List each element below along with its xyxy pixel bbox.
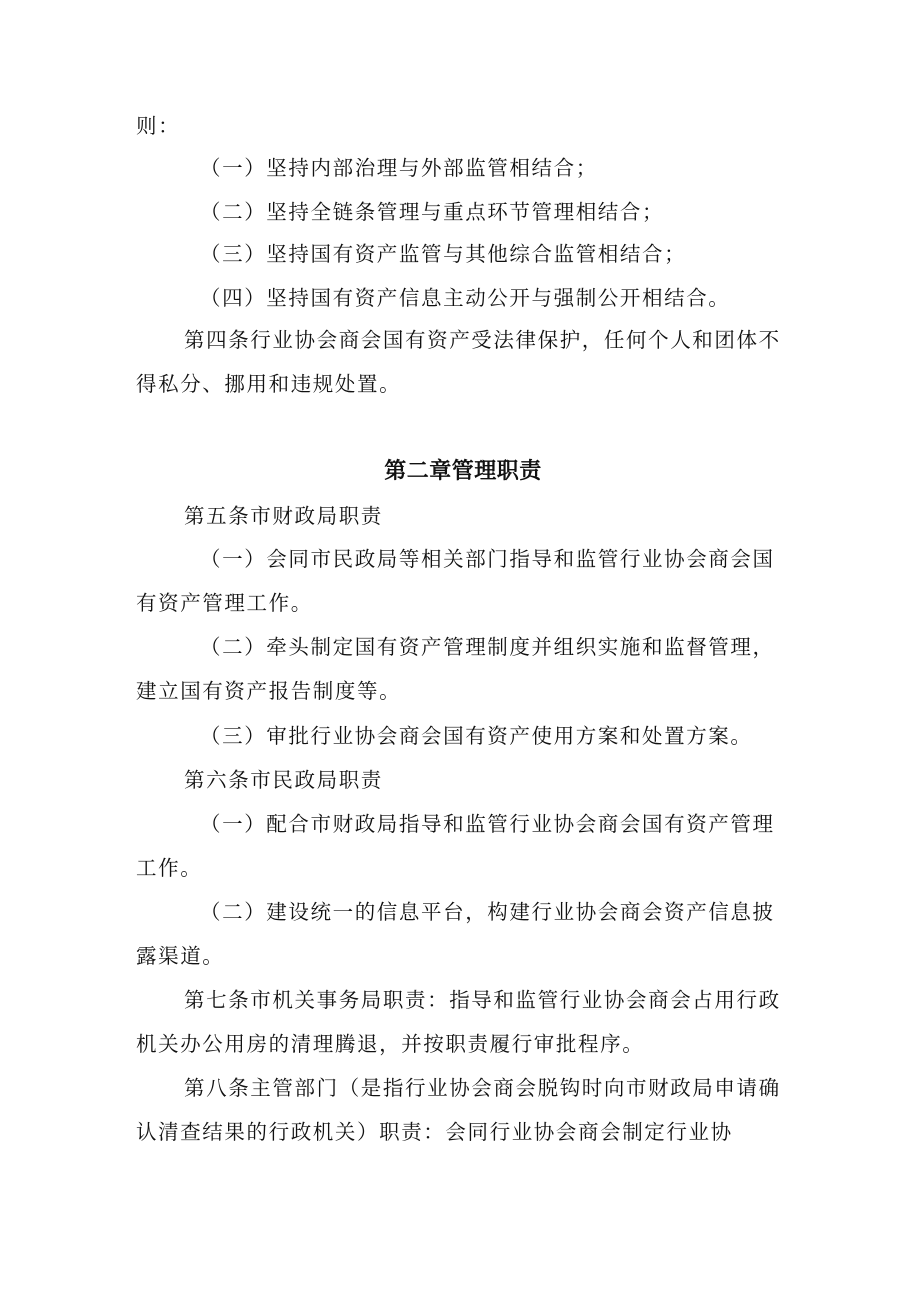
paragraph-principles-tail: 则： <box>136 114 181 138</box>
paragraph-principle-1: （一）坚持内部治理与外部监管相结合； <box>200 156 598 180</box>
paragraph-article-7: 第七条市机关事务局职责：指导和监管行业协会商会占用行政机关办公用房的清理腾退，并按职责履行审批程序。 <box>136 988 781 1056</box>
paragraph-principle-4: （四）坚持国有资产信息主动公开与强制公开相结合。 <box>200 286 731 310</box>
paragraph-article-6: 第六条市民政局职责 <box>184 768 383 792</box>
paragraph-article-5: 第五条市财政局职责 <box>184 504 383 528</box>
paragraph-article-6-item-2: （二）建设统一的信息平台，构建行业协会商会资产信息披露渠道。 <box>136 900 775 968</box>
chapter-heading: 第二章管理职责 <box>384 459 542 484</box>
paragraph-article-5-item-1: （一）会同市民政局等相关部门指导和监管行业协会商会国有资产管理工作。 <box>136 547 775 615</box>
paragraph-article-5-item-2: （二）牵头制定国有资产管理制度并组织实施和监督管理，建立国有资产报告制度等。 <box>136 635 775 703</box>
paragraph-principle-3: （三）坚持国有资产监管与其他综合监管相结合； <box>200 242 687 266</box>
paragraph-article-4: 第四条行业协会商会国有资产受法律保护，任何个人和团体不得私分、挪用和违规处置。 <box>136 328 781 396</box>
paragraph-principle-2: （二）坚持全链条管理与重点环节管理相结合； <box>200 200 665 224</box>
paragraph-article-8: 第八条主管部门（是指行业协会商会脱钩时向市财政局申请确认清查结果的行政机关）职责：会同行业协会商会制定行业协 <box>136 1076 781 1144</box>
paragraph-article-6-item-1: （一）配合市财政局指导和监管行业协会商会国有资产管理工作。 <box>136 812 775 880</box>
paragraph-article-5-item-3: （三）审批行业协会商会国有资产使用方案和处置方案。 <box>200 724 753 748</box>
